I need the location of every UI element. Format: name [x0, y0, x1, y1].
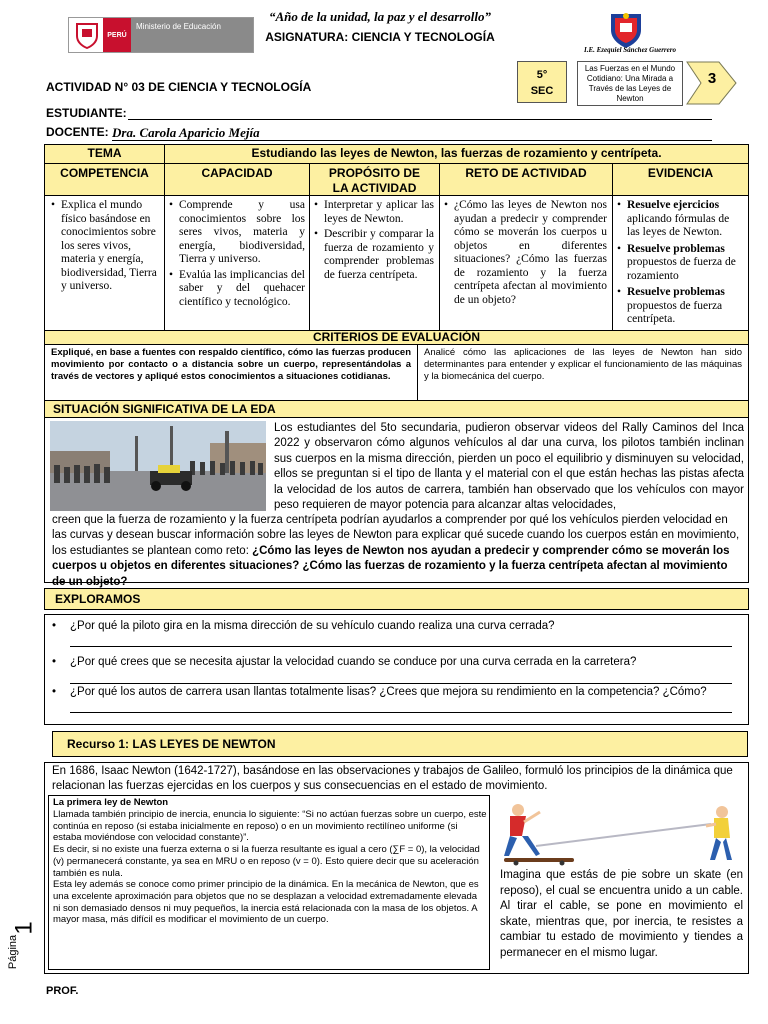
school-name: I.E. Ezequiel Sánchez Guerrero: [584, 46, 676, 54]
tema-value: Estudiando las leyes de Newton, las fuerzas de rozamiento y centrípeta.: [165, 145, 748, 164]
column-header-evidencia: EVIDENCIA: [613, 164, 748, 196]
evidencia-item: • Resuelve problemas propuestos de fuerza centrípeta.: [617, 286, 744, 327]
reto-item: • ¿Cómo las leyes de Newton nos ayudan a predecir y comprender cómo se moverán los cuerpos u objetos en diferentes situaciones? ¿Cómo las fuerzas de rozamiento y la fuerza centrípeta afectan al movimiento de un objeto?: [444, 199, 607, 307]
answer-line[interactable]: [70, 646, 732, 647]
student-name-line[interactable]: [128, 119, 712, 120]
situacion-reto: ¿Cómo las leyes de Newton nos ayudan a predecir y comprender cómo se moverán los cuerpos u objetos en diferentes situaciones? ¿Cómo las fuerzas de rozamiento y la fuerza centrípeta afectan al movimiento de un objeto?: [52, 544, 730, 588]
situacion-text-top: Los estudiantes del 5to secundaria, pudieron observar videos del Rally Caminos del Inca 2022 y observaron cómo algunos vehículos al dar una curva, los pilotos también inclinan sus cuerpos en la misma dirección, pierden un poco el equilibrio y disminuyen su velocidad, ellos se preguntan si el tipo de llanta y el material con el que están hechas las pistas afecta la velocidad de los autos de carrera, también han observado que los vehículos con mayor peso requieren de mayor potencia para alcanzar altas velocidades,: [274, 422, 744, 512]
column-header-capacidad: CAPACIDAD: [165, 164, 310, 196]
skate-illustration: [496, 802, 744, 866]
ministry-name: Ministerio de Educación: [131, 18, 253, 52]
motto: “Año de la unidad, la paz y el desarrollo”: [268, 9, 492, 24]
school-crest-icon: [603, 10, 649, 50]
reto-cell: [440, 196, 613, 330]
prof-label: PROF.: [46, 985, 79, 997]
question-item: [52, 686, 742, 698]
column-header-reto: RETO DE ACTIVIDAD: [440, 164, 613, 196]
peru-shield-icon: [71, 19, 103, 51]
situacion-text-bottom: creen que la fuerza de rozamiento y la fuerza centrípeta podrían ayudarlos a comprender por qué los vehículos pierden velocidad en las curvas y desean buscar información sobre las leyes de Newton para explicar qué sucede cuando los cuerpos están en movimiento, los estudiantes se plantean como reto: ¿Cómo las leyes de Newton nos ayudan a predecir y comprender cómo se moverán los cuerpos u objetos en diferentes situaciones? ¿Cómo las fuerzas de rozamiento y la fuerza centrípeta afectan al movimiento de un objeto?: [52, 514, 740, 588]
evidencia-item: • Resuelve ejercicios aplicando fórmulas de las leyes de Newton.: [617, 199, 744, 240]
subject-title: ASIGNATURA: CIENCIA Y TECNOLOGÍA: [265, 30, 495, 44]
rally-photo: [50, 421, 266, 511]
grade: 5°: [536, 69, 548, 81]
competencia-item: • Explica el mundo físico basándose en conocimientos sobre los seres vivos, materia y energía, biodiversidad, Tierra y universo.: [51, 199, 160, 294]
question-item: [52, 656, 742, 668]
capacidad-cell: [165, 196, 310, 330]
evidencia-cell: [613, 196, 748, 330]
bullet-icon: •: [52, 686, 57, 698]
bullet-icon: •: [52, 656, 57, 668]
capacidad-item: • Comprende y usa conocimientos sobre los seres vivos, materia y energía, biodiversidad, Tierra y universo.: [169, 199, 305, 267]
skate-text: Imagina que estás de pie sobre un skate (en reposo), el cual se encuentra unido a un cable. Al tirar el cable, se pone en movimiento el skate, mientras que, por inercia, te resistes a cambiar tu estado de movimiento y tiendes a permanecer en el mismo lugar.: [500, 869, 743, 959]
page-word: Página: [7, 934, 20, 970]
recurso-intro: En 1686, Isaac Newton (1642-1727), basándose en las observaciones y trabajos de Galileo, formuló los principios de la dinámica que relacionan las fuerzas ejercidas en los cuerpos y sus consecuencias en el estado de movimiento.: [52, 765, 733, 792]
situacion-title: SITUACIÓN SIGNIFICATIVA DE LA EDA: [45, 401, 748, 418]
first-law-paragraph: Llamada también principio de inercia, enuncia lo siguiente: “Si no actúan fuerzas sobre un cuerpo, este continúa en reposo (si estaba inicialmente en reposo) o en un movimiento rectilíneo uniforme (si estaba moviéndose con velocidad constante)”.: [53, 809, 487, 844]
criterio-left: Expliqué, en base a fuentes con respaldo científico, cómo las fuerzas producen movimiento por contacto o a distancia sobre un cuerpo, representándolas a través de vectores y apliqué estos conocimientos a situaciones cotidianas.: [45, 345, 418, 403]
criterio-right: Analicé cómo las aplicaciones de las leyes de Newton han sido determinantes para entender y explicar el funcionamiento de las máquinas y la biomecánica del cuerpo.: [424, 347, 742, 382]
column-header-proposito: PROPÓSITO DE LA ACTIVIDAD: [310, 164, 440, 196]
section: SEC: [530, 85, 554, 97]
first-law-text: [53, 809, 487, 926]
column-header-competencia: COMPETENCIA: [45, 164, 165, 196]
answer-line[interactable]: [70, 712, 732, 713]
first-law-paragraph: Esta ley además se conoce como primer principio de la dinámica. En la mecánica de Newton, que es una excelente aproximación para objetos que no se desplazan a velocidad extremadamente elevada ni son demasiado densos ni muy pequeños, la inercia está relacionada con la masa de los objetos. A mayor masa, más difícil es modificar el movimiento de un cuerpo.: [53, 879, 479, 926]
unit-title-box: [577, 61, 683, 106]
proposito-item: • Describir y comparar la fuerza de rozamiento y comprender problemas de fuerza centrípeta.: [314, 228, 434, 282]
criterios-title: CRITERIOS DE EVALUACIÓN: [45, 330, 748, 345]
activity-title: ACTIVIDAD N° 03 DE CIENCIA Y TECNOLOGÍA: [46, 80, 312, 94]
first-law-paragraph: Es decir, si no existe una fuerza externa o si la fuerza resultante es igual a cero (∑F = 0), la velocidad (v) permanecerá constante, ya sea en MRU o en reposo (v = 0). Esto quiere decir que su aceleración también es nula.: [53, 844, 480, 879]
first-law-title: La primera ley de Newton: [53, 797, 169, 808]
teacher-label: DOCENTE:: [46, 125, 109, 139]
grade-box: [517, 61, 567, 103]
teacher-line: [112, 140, 712, 141]
ministry-country: PERÚ: [103, 18, 131, 52]
evidencia-item: • Resuelve problemas propuestos de fuerza de rozamiento: [617, 243, 744, 284]
recurso-title: Recurso 1: LAS LEYES DE NEWTON: [52, 731, 748, 757]
unit-number: 3: [707, 70, 717, 87]
student-label: ESTUDIANTE:: [46, 106, 127, 120]
proposito-item: • Interpretar y aplicar las leyes de Newton.: [314, 199, 434, 226]
capacidad-item: • Evalúa las implicancias del saber y del quehacer científico y tecnológico.: [169, 269, 305, 310]
teacher-name: Dra. Carola Aparicio Mejía: [112, 125, 260, 140]
page-number: 1: [10, 921, 38, 935]
question-text: ¿Por qué los autos de carrera usan llantas totalmente lisas? ¿Crees que mejora su rendimiento en la competencia? ¿Cómo?: [70, 686, 707, 698]
tema-label: TEMA: [45, 145, 165, 164]
ministry-logo: [68, 17, 254, 53]
question-item: [52, 620, 742, 632]
answer-line[interactable]: [70, 683, 732, 684]
exploramos-title: EXPLORAMOS: [44, 588, 749, 610]
bullet-icon: •: [52, 620, 57, 632]
question-text: ¿Por qué la piloto gira en la misma dirección de su vehículo cuando realiza una curva cerrada?: [70, 620, 555, 632]
unit-title: Las Fuerzas en el Mundo Cotidiano: Una Mirada a Través de las Leyes de Newton: [584, 63, 676, 103]
proposito-cell: [310, 196, 440, 330]
page-indicator: [4, 896, 44, 986]
competencia-cell: [45, 196, 165, 330]
question-text: ¿Por qué crees que se necesita ajustar la velocidad cuando se conduce por una curva cerrada en la carretera?: [70, 656, 637, 668]
